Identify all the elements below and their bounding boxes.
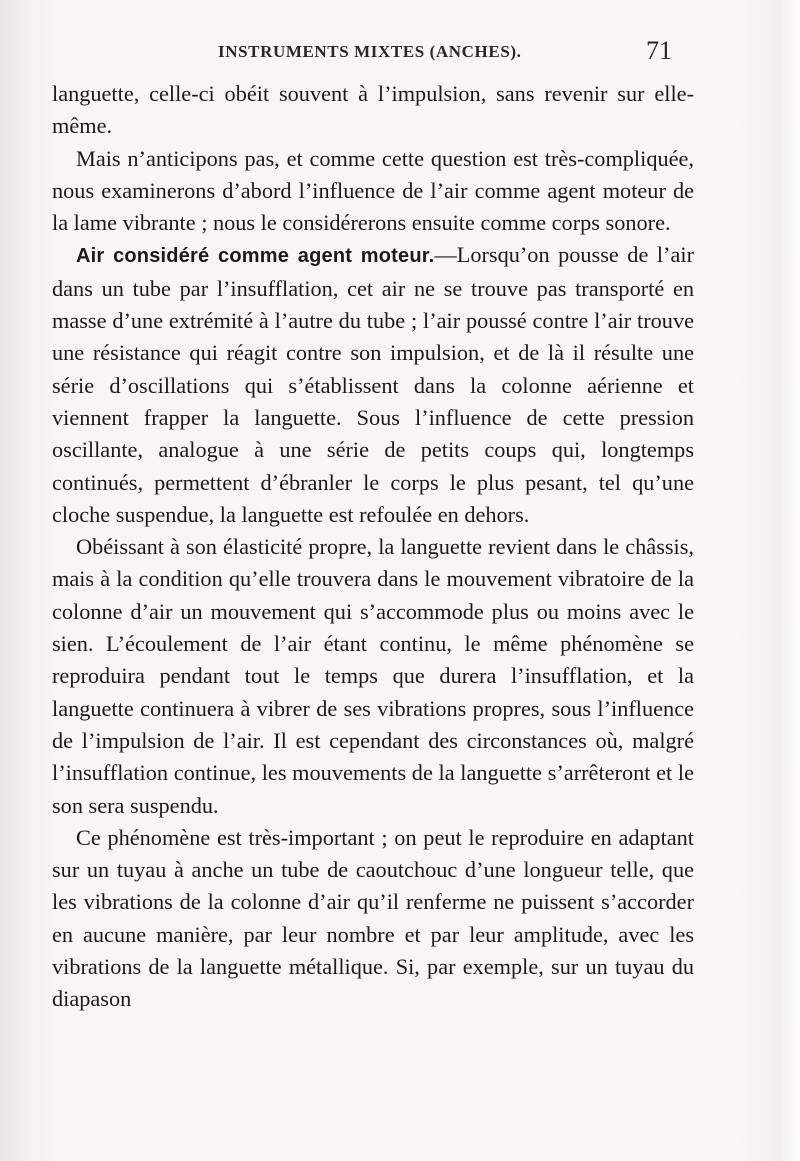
paragraph: Obéissant à son élasticité propre, la languette revient dans le châssis, mais à la condition qu’elle trouvera dans le mouvement vibratoire de la colonne d’air un mouvement qui s’accommode plus ou moins avec le sien. L’écoulement de l’air étant continu, le même phénomène se reproduira pendant tout le temps que durera l’insufflation, et la languette continuera à vibrer de ses vibrations propres, sous l’influence de l’impulsion de l’air. Il est cependant des circonstances où, malgré l’insufflation continue, les mouvements de la languette s’arrêteront et le son sera suspendu. — [52, 534, 694, 818]
paragraph-continuation: languette, celle-ci obéit souvent à l’impulsion, sans revenir sur elle-même. — [52, 81, 694, 139]
section-heading: Air considéré comme agent moteur. — [76, 245, 435, 268]
paragraph: Ce phénomène est très-important ; on peut le reproduire en adaptant sur un tuyau à anche un tube de caoutchouc d’une longueur telle, que les vibrations de la colonne d’air qu’il renferme ne puissent s’accorder en aucune manière, par leur nombre et par leur amplitude, avec les vibrations de la languette métallique. Si, par exemple, sur un tuyau du diapason — [52, 824, 694, 1012]
paragraph-text: —Lorsqu’on pousse de l’air dans un tube par l’insufflation, cet air ne se trouve pas transporté en masse d’une extrémité à l’autre du tube ; l’air poussé contre l’air trouve une résistance qui réagit contre son impulsion, et de là il résulte une série d’oscillations qui s’établissent dans la colonne aérienne et viennent frapper la languette. Sous l’influence de cette pression oscillante, analogue à une série de petits coups qui, longtemps continués, permettent d’ébranler le corps le plus pesant, tel qu’une cloche suspendue, la languette est refoulée en dehors. — [52, 242, 694, 527]
body-text — [52, 78, 694, 1016]
page-number: 71 — [646, 36, 672, 65]
page-header — [0, 30, 800, 70]
paragraph-section — [52, 239, 694, 531]
running-title: INSTRUMENTS MIXTES (ANCHES). — [218, 42, 522, 61]
paragraph: Mais n’anticipons pas, et comme cette question est très-compliquée, nous examinerons d’abord l’influence de l’air comme agent moteur de la lame vibrante ; nous le considérerons ensuite comme corps sonore. — [52, 145, 694, 236]
